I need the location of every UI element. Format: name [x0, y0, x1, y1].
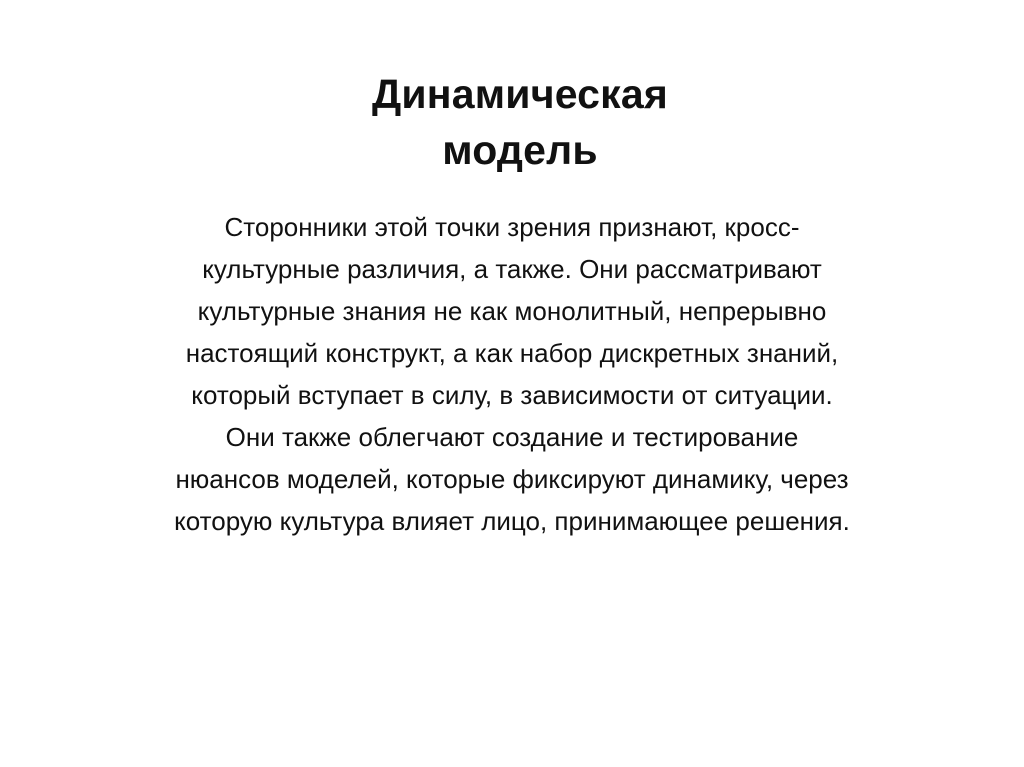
slide-title	[300, 66, 740, 178]
body-text-line: настоящий конструкт, а как набор дискретных знаний,	[185, 338, 839, 368]
slide-title-line: модель	[442, 127, 598, 173]
body-text-line: культурные различия, а также. Они рассматривают	[202, 254, 822, 284]
body-text-line: культурные знания не как монолитный, непрерывно	[197, 296, 827, 326]
body-text-line: Они также облегчают создание и тестирование	[225, 422, 799, 452]
body-text-line: нюансов моделей, которые фиксируют динамику, через	[175, 464, 849, 494]
body-text-line: Сторонники этой точки зрения признают, кросс-	[224, 212, 800, 242]
body-text-line: которую культура влияет лицо, принимающее решения.	[174, 506, 850, 536]
slide-title-line: Динамическая	[371, 71, 669, 117]
body-text-line: который вступает в силу, в зависимости от ситуации.	[191, 380, 833, 410]
slide-body-text	[80, 206, 944, 542]
